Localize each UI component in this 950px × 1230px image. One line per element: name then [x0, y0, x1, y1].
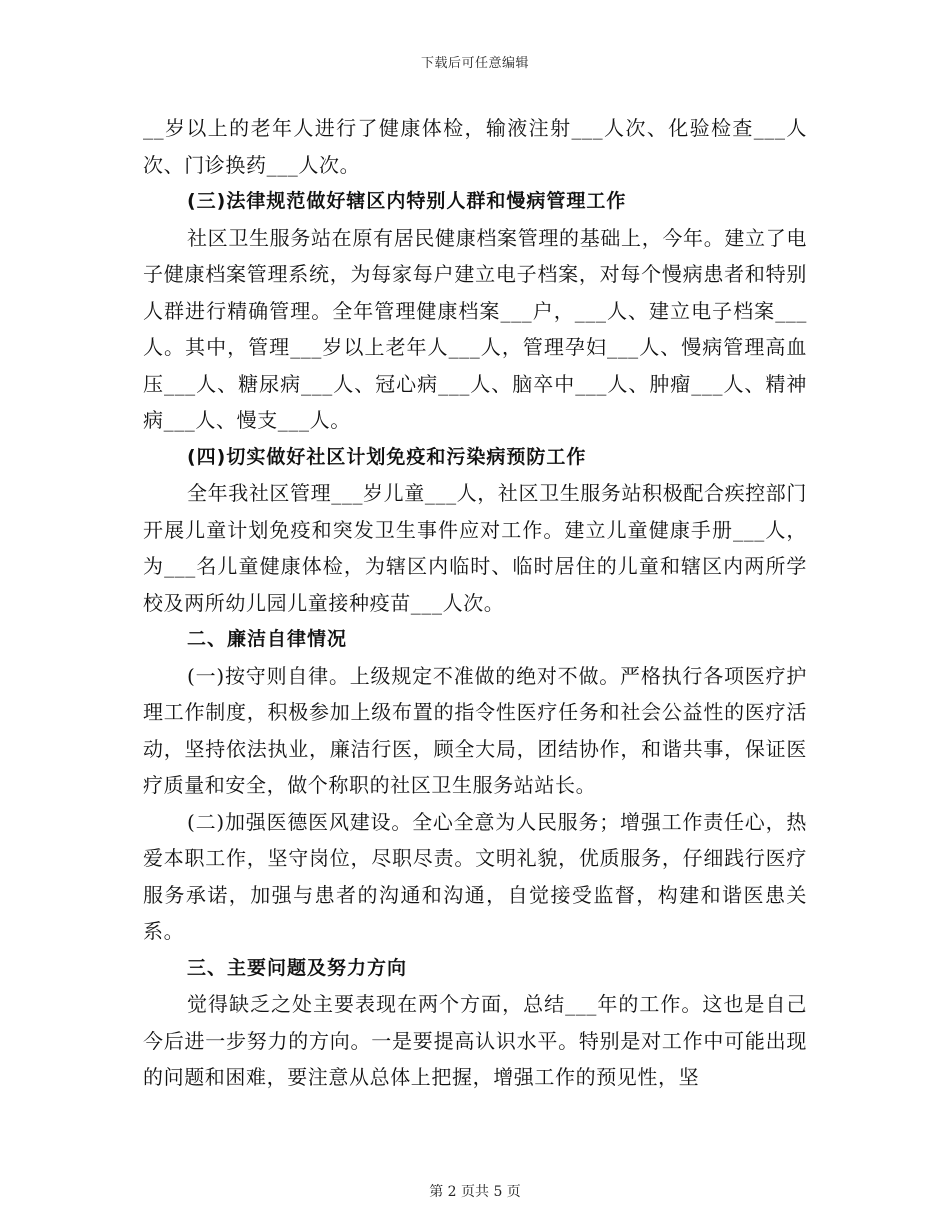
- section-heading: (四)切实做好社区计划免疫和污染病预防工作: [187, 445, 587, 468]
- document-body: [143, 110, 807, 1096]
- paragraph: (一)按守则自律。上级规定不准做的绝对不做。严格执行各项医疗护理工作制度，积极参加上级布置的指令性医疗任务和社会公益性的医疗活动，坚持依法执业，廉洁行医，顾全大局，团结协作，和谐共事，保证医疗质量和安全，做个称职的社区卫生服务站站长。: [143, 663, 807, 797]
- paragraph: 社区卫生服务站在原有居民健康档案管理的基础上，今年。建立了电子健康档案管理系统，为每家每户建立电子档案，对每个慢病患者和特别人群进行精确管理。全年管理健康档案___户，___人、建立电子档案___人。其中，管理___岁以上老年人___人，管理孕妇___人、慢病管理高血压___人、糖尿病___人、冠心病___人、脑卒中___人、肿瘤___人、精神病___人、慢支___人。: [143, 225, 807, 432]
- section-heading: 三、主要问题及努力方向: [187, 956, 408, 979]
- page-footer: 第 2 页共 5 页: [429, 1184, 521, 1200]
- page-header: 下载后可任意编辑: [420, 56, 529, 71]
- section-heading: 二、廉洁自律情况: [187, 628, 348, 650]
- paragraph: 全年我社区管理___岁儿童___人，社区卫生服务站积极配合疾控部门开展儿童计划免疫和突发卫生事件应对工作。建立儿童健康手册___人，为___名儿童健康体检，为辖区内临时、临时居住的儿童和辖区内两所学校及两所幼儿园儿童接种疫苗___人次。: [143, 481, 807, 615]
- paragraph: 觉得缺乏之处主要表现在两个方面，总结___年的工作。这也是自己今后进一步努力的方向。一是要提高认识水平。特别是对工作中可能出现的问题和困难，要注意从总体上把握，增强工作的预见性，坚: [143, 992, 807, 1089]
- paragraph: __岁以上的老年人进行了健康体检，输液注射___人次、化验检查___人次、门诊换药___人次。: [143, 116, 807, 177]
- paragraph: (二)加强医德医风建设。全心全意为人民服务；增强工作责任心，热爱本职工作，坚守岗位，尽职尽责。文明礼貌，优质服务，仔细践行医疗服务承诺，加强与患者的沟通和沟通，自觉接受监督，构建和谐医患关系。: [143, 809, 807, 943]
- section-heading: (三)法律规范做好辖区内特别人群和慢病管理工作: [187, 190, 627, 212]
